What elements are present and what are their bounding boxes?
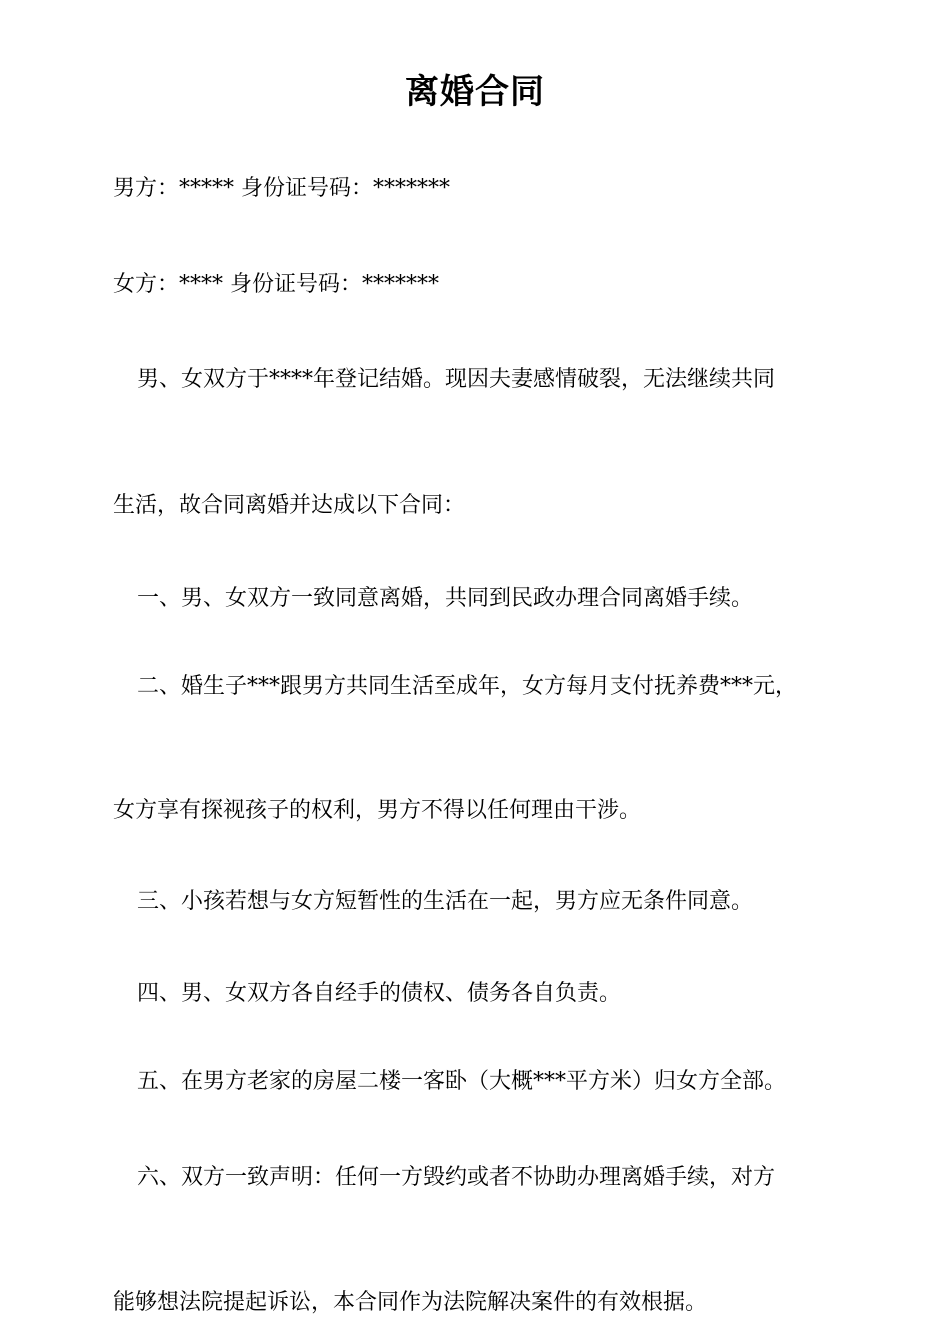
clause-2-line-1: 二、婚生子***跟男方共同生活至成年，女方每月支付抚养费***元，: [137, 674, 798, 699]
clause-4: 四、男、女双方各自经手的债权、债务各自负责。: [137, 981, 622, 1006]
intro-line-1: 男、女双方于****年登记结婚。现因夫妻感情破裂，无法继续共同: [137, 367, 776, 392]
clause-1: 一、男、女双方一致同意离婚，共同到民政办理合同离婚手续。: [137, 586, 754, 611]
clause-2-line-2: 女方享有探视孩子的权利，男方不得以任何理由干涉。: [113, 798, 642, 823]
clause-3: 三、小孩若想与女方短暂性的生活在一起，男方应无条件同意。: [137, 889, 754, 914]
clause-6-line-2: 能够想法院提起诉讼，本合同作为法院解决案件的有效根据。: [113, 1290, 708, 1315]
document-title: 离婚合同: [405, 72, 545, 112]
male-party-line: 男方：***** 身份证号码：*******: [113, 176, 450, 201]
clause-6-line-1: 六、双方一致声明：任何一方毁约或者不协助办理离婚手续，对方: [137, 1165, 776, 1190]
clause-5: 五、在男方老家的房屋二楼一客卧（大概***平方米）归女方全部。: [137, 1069, 787, 1094]
intro-line-2: 生活，故合同离婚并达成以下合同：: [113, 493, 466, 518]
female-party-line: 女方：**** 身份证号码：*******: [113, 272, 439, 297]
